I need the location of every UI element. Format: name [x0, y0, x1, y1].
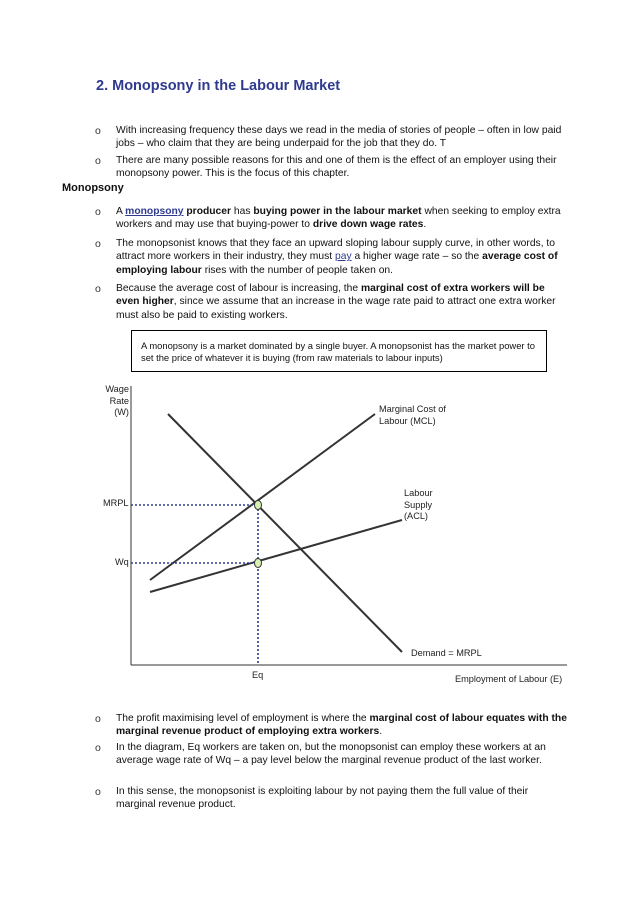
demand-label: Demand = MRPL: [411, 648, 482, 658]
section-heading: 2. Monopsony in the Labour Market: [96, 78, 341, 94]
mcl-label: [379, 404, 446, 427]
y-axis-label-line: Rate: [109, 395, 129, 406]
bullet-marker: o: [95, 713, 101, 725]
demand-mrpl-curve: [168, 414, 402, 652]
text-run: producer: [183, 206, 232, 217]
text-run: The profit maximising level of employment is where the: [116, 713, 370, 724]
labour-supply-label-line: (ACL): [404, 511, 428, 521]
text-run: .: [423, 219, 427, 231]
mcl-label-line: Labour (MCL): [379, 415, 436, 426]
closing-bullet-3: In this sense, the monopsonist is exploiting labour by not paying them the full value of their marginal revenue product.: [116, 786, 529, 811]
text-run: Because the average cost of labour is increasing, the: [116, 283, 361, 294]
bullet-marker: o: [95, 238, 101, 250]
text-run: drive down wage rates: [312, 219, 424, 231]
text-run: .: [379, 726, 383, 738]
text-run: has: [231, 206, 254, 217]
text-run: buying power in the labour market: [253, 206, 422, 217]
monopsony-bullet-2: [116, 237, 568, 277]
bullet-marker: o: [95, 786, 101, 798]
labour-supply-label-line: Labour: [404, 488, 433, 498]
monopsony-link[interactable]: monopsony: [125, 206, 184, 217]
closing-bullet-2: In the diagram, Eq workers are taken on, but the monopsonist can employ these workers at an average wage rate of Wq – a pay level below the marginal revenue product of the last worker.: [116, 742, 546, 767]
monopsony-bullet-3: [116, 282, 568, 322]
mcl-mrpl-intersection-point: [255, 501, 262, 510]
text-run: marginal cost of extra workers will be even higher: [116, 283, 545, 308]
definition-box: A monopsony is a market dominated by a single buyer. A monopsonist has the market power to set the price of whatever it is buying (from raw materials to labour inputs): [131, 330, 547, 372]
mrpl-label: MRPL: [103, 498, 129, 508]
y-axis-label: [104, 384, 129, 419]
labour-supply-curve: [150, 520, 402, 592]
bullet-marker: o: [95, 125, 101, 137]
monopsony-bullet-1: [116, 205, 568, 232]
closing-bullet-1: [116, 712, 568, 739]
labour-supply-label: [404, 488, 433, 523]
eq-label: Eq: [252, 670, 264, 680]
bullet-marker: o: [95, 283, 101, 295]
labour-supply-label-line: Supply: [404, 499, 433, 510]
text-run: A: [116, 206, 126, 217]
subheading-monopsony: Monopsony: [62, 182, 124, 194]
bullet-marker: o: [95, 155, 101, 167]
diagram-svg: [0, 380, 638, 700]
text-run: a higher wage rate – so the: [351, 251, 483, 263]
mcl-curve: [150, 414, 375, 580]
supply-wq-point: [255, 559, 262, 568]
monopsony-diagram: [0, 380, 638, 700]
text-run: when seeking to employ extra workers and may use that buying-power to: [116, 206, 561, 231]
y-axis-label-line: Wage: [105, 384, 129, 394]
y-axis-label-line: (W): [114, 407, 129, 417]
bullet-marker: o: [95, 206, 101, 218]
bullet-marker: o: [95, 742, 101, 754]
text-run: , since we assume that an increase in the wage rate paid to attract one extra worker must also be paid to existing workers.: [116, 296, 556, 321]
text-run: average cost of employing labour: [116, 251, 558, 276]
x-axis-label: Employment of Labour (E): [455, 674, 563, 684]
text-run: marginal cost of labour equates with the marginal revenue product of employing extra workers: [116, 713, 567, 738]
wq-label: Wq: [115, 557, 129, 567]
intro-bullet-2: There are many possible reasons for this and one of them is the effect of an employer using their monopsony power. This is the focus of this chapter.: [116, 155, 557, 180]
mcl-label-line: Marginal Cost of: [379, 404, 446, 414]
pay-link[interactable]: pay: [334, 251, 352, 263]
intro-bullet-1: With increasing frequency these days we read in the media of stories of people – often in low paid jobs – who claim that they are being underpaid for the job that they do. T: [116, 125, 562, 150]
text-run: rises with the number of people taken on.: [201, 264, 394, 276]
text-run: The monopsonist knows that they face an upward sloping labour supply curve, in other words, to attract more workers in their industry, they must: [116, 238, 556, 263]
